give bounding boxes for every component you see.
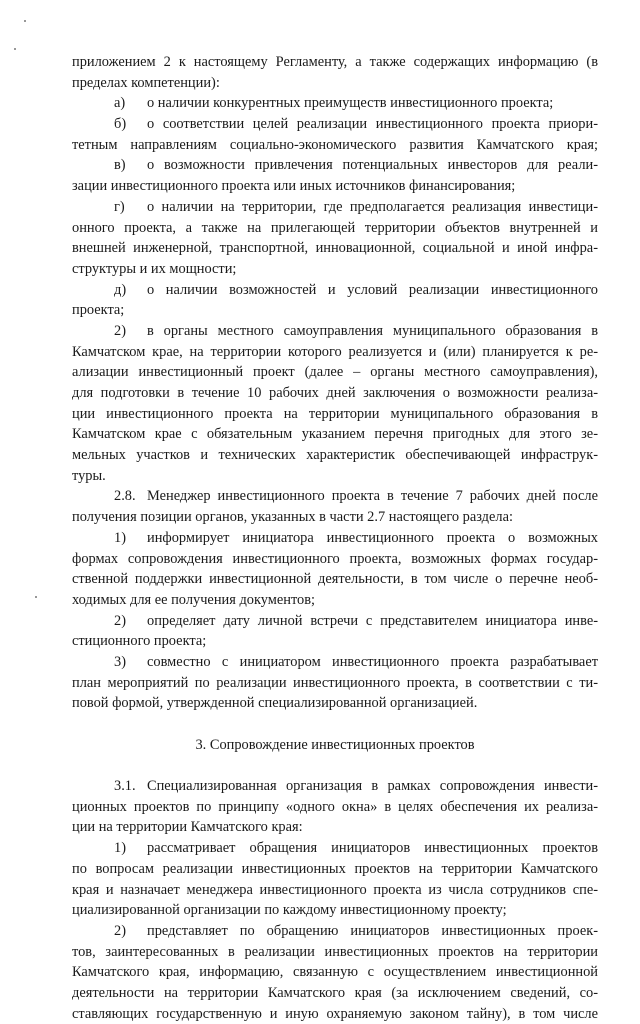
scan-speck <box>24 20 26 22</box>
list-marker: 2) <box>114 922 126 939</box>
line-text: информирует инициатора инвестиционного проекта о возможных <box>147 529 598 546</box>
line-text: в органы местного самоуправления муниципального образования в <box>147 322 598 339</box>
line-text: о соответствии целей реализации инвестиционного проекта приори- <box>147 116 598 133</box>
list-marker: а) <box>114 95 126 112</box>
list-marker: д) <box>114 281 127 298</box>
line-text: о возможности привлечения потенциальных инвесторов для реали- <box>147 157 598 174</box>
text-line <box>72 652 598 673</box>
text-line: структуры и их мощности; <box>72 260 237 277</box>
text-line <box>72 528 598 549</box>
text-line <box>72 321 598 342</box>
text-line: ции инвестиционного проекта на территории муниципального образования в <box>72 405 598 422</box>
list-marker: 2) <box>114 322 126 339</box>
text-line: Камчатском крае с обязательным указанием перечня пригодных для этого зе- <box>72 426 598 443</box>
text-line: онного проекта, а также на прилегающей территории объектов внутренней и <box>72 219 598 236</box>
text-line: края и назначает менеджера инвестиционного проекта из числа сотрудников спе- <box>72 881 598 898</box>
text-line: деятельности на территории Камчатского края (за исключением сведений, со- <box>72 984 598 1001</box>
text-line: ставляющих государственную и иную охраняемую законом тайну), в том числе <box>72 1005 598 1022</box>
text-line: стиционного проекта; <box>72 633 207 650</box>
text-line <box>72 776 598 797</box>
list-marker: 2.8. <box>114 488 136 505</box>
blank-line <box>72 714 598 735</box>
text-line: для подготовки в течение 10 рабочих дней заключения о возможности реализа- <box>72 385 598 401</box>
list-marker: в) <box>114 157 126 174</box>
text-line: по вопросам реализации инвестиционных проектов на территории Камчатского <box>72 860 598 877</box>
text-line: зации инвестиционного проекта или иных источников финансирования; <box>72 178 516 195</box>
list-marker: б) <box>114 116 127 133</box>
text-line: мельных участков и технических характеристик обеспечивающей инфраструк- <box>72 447 598 464</box>
text-line: ции на территории Камчатского края: <box>72 819 303 836</box>
line-text: определяет дату личной встречи с представителем инициатора инве- <box>147 612 598 629</box>
text-line <box>72 611 598 632</box>
text-line: туры. <box>72 467 106 484</box>
text-line: приложением 2 к настоящему Регламенту, а также содержащих информацию (в <box>72 54 598 70</box>
text-line <box>72 197 598 218</box>
text-line: пределах компетенции): <box>72 74 220 91</box>
text-line: Камчатском крае, на территории которого реализуется и (или) планируется к ре- <box>72 343 598 360</box>
text-line <box>72 93 598 114</box>
text-line: внешней инженерной, транспортной, инновационной, социальной и иной инфра- <box>72 240 598 257</box>
text-line <box>72 486 598 507</box>
list-marker: 3.1. <box>114 778 136 795</box>
list-marker: г) <box>114 198 125 215</box>
text-line: формах сопровождения инвестиционного проекта, возможных формах государ- <box>72 550 598 567</box>
text-line: проекта; <box>72 302 125 319</box>
line-text: представляет по обращению инициаторов инвестиционных проек- <box>147 922 598 939</box>
line-text: о наличии возможностей и условий реализации инвестиционного <box>147 281 598 298</box>
text-line <box>72 921 598 942</box>
list-marker: 3) <box>114 653 126 670</box>
blank-line <box>72 755 598 776</box>
scan-speck <box>35 596 37 598</box>
list-marker: 1) <box>114 529 126 546</box>
text-line: план мероприятий по реализации инвестиционного проекта, в соответствии с ти- <box>72 674 598 691</box>
text-line: Камчатского края, информацию, связанную с осуществлением инвестиционной <box>72 964 598 981</box>
text-line: ходимых для ее получения документов; <box>72 591 316 608</box>
text-line: тов, заинтересованных в реализации инвестиционных проектов на территории <box>72 943 598 960</box>
section-heading: 3. Сопровождение инвестиционных проектов <box>195 736 475 753</box>
line-text: Менеджер инвестиционного проекта в течение 7 рабочих дней после <box>147 488 598 505</box>
text-line: повой формой, утвержденной специализированной организацией. <box>72 695 478 712</box>
text-line: тетным направлениям социально-экономического развития Камчатского края; <box>72 136 598 153</box>
text-line <box>72 114 598 135</box>
line-text: о наличии конкурентных преимуществ инвестиционного проекта; <box>147 95 554 112</box>
text-line: получения позиции органов, указанных в части 2.7 настоящего раздела: <box>72 509 513 526</box>
text-line <box>72 155 598 176</box>
line-text: рассматривает обращения инициаторов инвестиционных проектов <box>147 840 598 857</box>
text-line: циализированной организации по каждому инвестиционному проекту; <box>72 902 507 919</box>
text-line: ционных проектов по принципу «одного окна» в целях обеспечения их реализа- <box>72 798 598 815</box>
text-line <box>72 280 598 301</box>
text-line: ственной поддержки инвестиционной деятельности, в том числе о перечне необ- <box>72 571 598 588</box>
list-marker: 2) <box>114 612 126 629</box>
line-text: Специализированная организация в рамках сопровождения инвести- <box>147 778 598 795</box>
list-marker: 1) <box>114 840 126 857</box>
scan-speck <box>14 48 16 50</box>
line-text: совместно с инициатором инвестиционного проекта разрабатывает <box>147 653 598 670</box>
text-line <box>72 838 598 859</box>
line-text: о наличии на территории, где предполагается реализация инвестици- <box>147 198 598 215</box>
text-line: ализации инвестиционный проект (далее – органы местного самоуправления), <box>72 364 598 381</box>
document-body <box>72 52 598 1024</box>
